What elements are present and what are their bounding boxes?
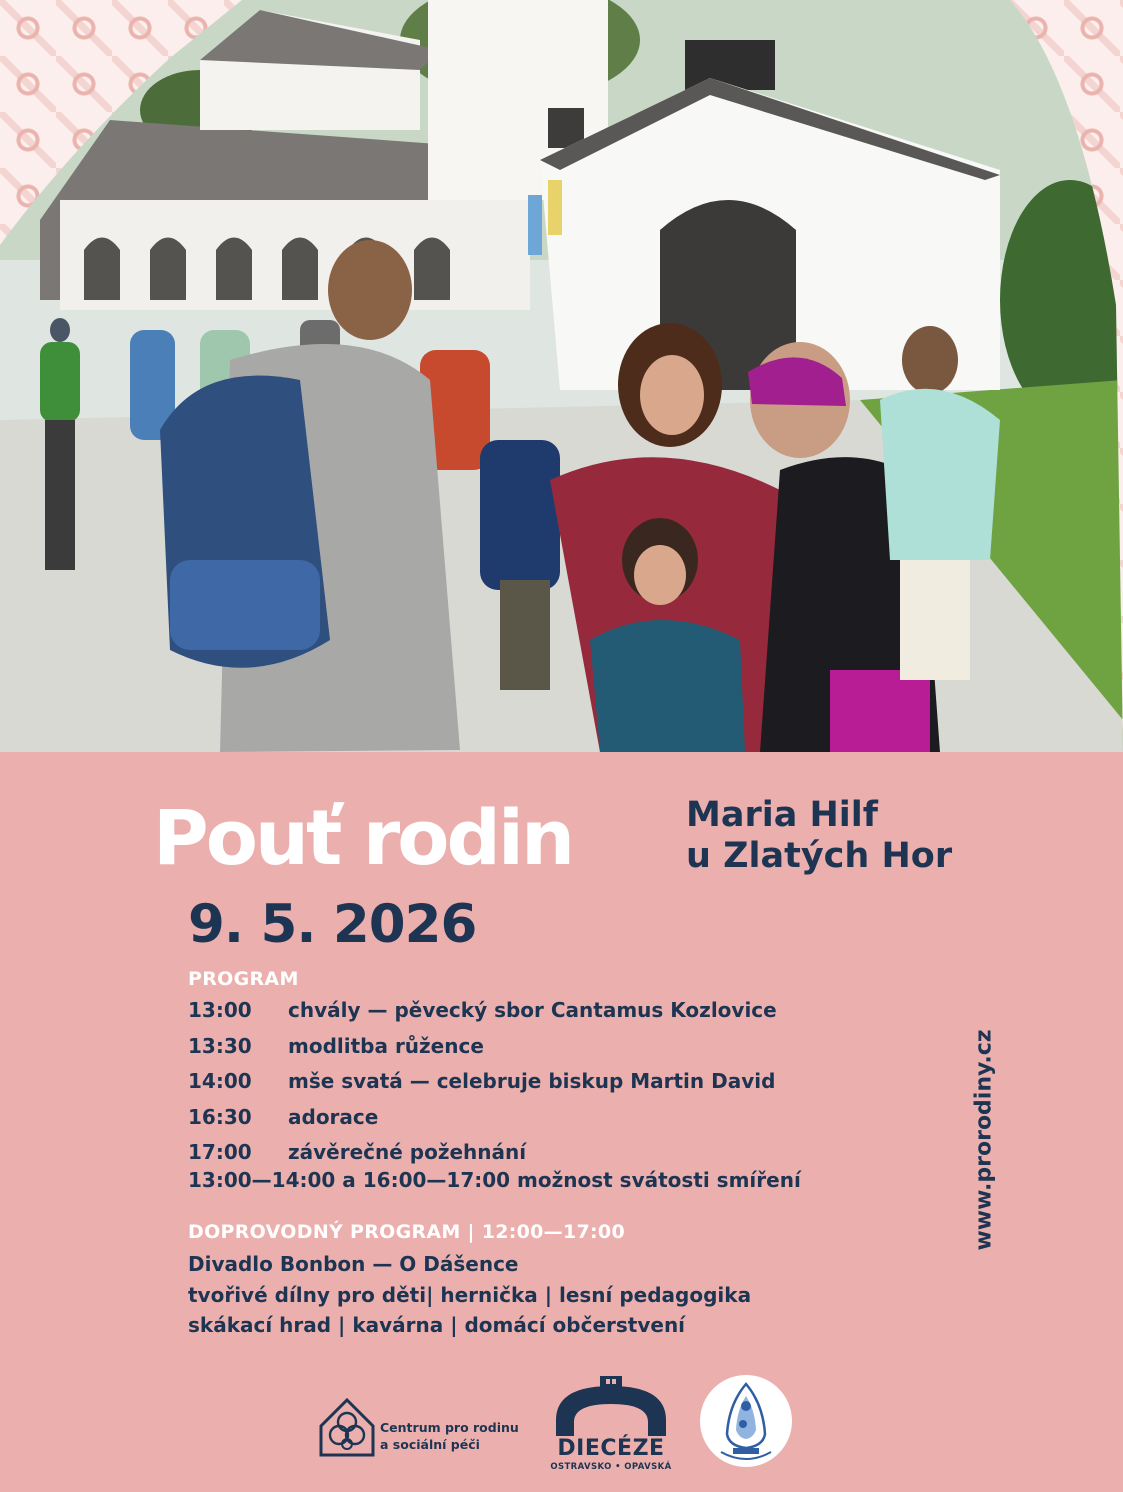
- program-text: závěrečné požehnání: [288, 1140, 527, 1164]
- program-list: [188, 995, 777, 1173]
- location-line-1: Maria Hilf: [686, 795, 879, 835]
- centrum-line-2: a sociální péči: [380, 1436, 480, 1452]
- program-text: chvály — pěvecký sbor Cantamus Kozlovice: [288, 998, 777, 1022]
- side-program-line: tvořivé dílny pro děti| hernička | lesní pedagogika: [188, 1282, 752, 1307]
- arch-icon: [548, 1376, 674, 1438]
- centrum-logo: [318, 1398, 528, 1458]
- dieceze-logo: [548, 1376, 674, 1472]
- website-url[interactable]: www.prorodiny.cz: [971, 1029, 997, 1251]
- program-text: mše svatá — celebruje biskup Martin David: [288, 1069, 776, 1093]
- program-time: 17:00: [188, 1140, 252, 1164]
- location: [686, 795, 952, 878]
- website-link[interactable]: [969, 1020, 999, 1260]
- dieceze-subtitle: OSTRAVSKO • OPAVSKÁ: [550, 1462, 672, 1472]
- program-time: 14:00: [188, 1069, 252, 1093]
- confession-note: 13:00—14:00 a 16:00—17:00 možnost svátosti smíření: [188, 1168, 801, 1192]
- program-time: 13:30: [188, 1033, 252, 1058]
- dieceze-name: DIECÉZE: [557, 1436, 665, 1461]
- program-item: [188, 995, 777, 1031]
- program-text: adorace: [288, 1104, 379, 1129]
- program-item: [188, 1031, 777, 1067]
- maria-hilf-logo: [699, 1374, 793, 1468]
- page-title: Pouť rodin: [153, 793, 573, 882]
- program-item: [188, 1066, 777, 1102]
- program-text: modlitba růžence: [288, 1033, 484, 1058]
- program-time: 13:00: [188, 998, 252, 1022]
- side-program-line: Divadlo Bonbon — O Dášence: [188, 1252, 519, 1276]
- side-program-heading: DOPROVODNÝ PROGRAM | 12:00—17:00: [188, 1221, 625, 1243]
- centrum-name: [380, 1420, 519, 1453]
- triquetra-icon: [318, 1398, 376, 1458]
- program-time: 16:30: [188, 1104, 252, 1129]
- side-program-line: skákací hrad | kavárna | domácí občerstvení: [188, 1313, 686, 1337]
- event-date: 9. 5. 2026: [188, 894, 477, 955]
- centrum-line-1: Centrum pro rodinu: [380, 1420, 519, 1435]
- madonna-seal-icon: [699, 1374, 793, 1468]
- program-item: [188, 1102, 777, 1138]
- program-heading: PROGRAM: [188, 968, 299, 990]
- location-line-2: u Zlatých Hor: [686, 836, 953, 877]
- side-program-list: [188, 1249, 751, 1341]
